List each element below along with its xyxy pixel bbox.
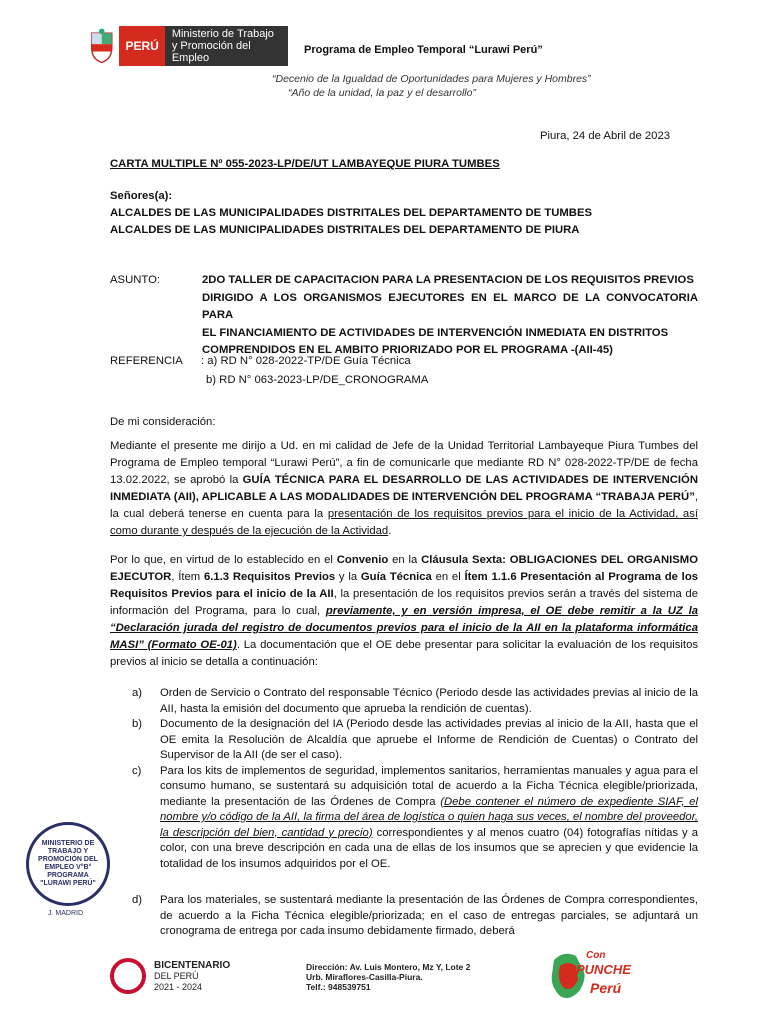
address-phone: Telf.: 948539751 xyxy=(306,982,371,992)
recipient-line1: ALCALDES DE LAS MUNICIPALIDADES DISTRITALES DEL DEPARTAMENTO DE TUMBES xyxy=(110,207,593,219)
text-run-bold: Ítem 1.1.6 Presentación al Programa de los Requisitos Previos para el inicio de la AII xyxy=(110,571,699,600)
text-run-bold: Convenio xyxy=(336,554,389,566)
text-run: correspondientes y al menos cuatro (04) fotografías nítidas y a color, con una breve descripción en cada una de ellas de los insumos que se aprecien y que evidencie la totalidad de los insumos adquiridos por el OE. xyxy=(160,826,698,870)
text-run: , la presentación de los requisitos previos serán a través del sistema de información del Programa, para lo cual, xyxy=(110,588,699,617)
stamp-signer: J. MADRID xyxy=(48,910,83,917)
asunto-text xyxy=(202,272,698,360)
text-run-bold-italic: previamente, y en versión impresa, el OE debe remitir a la UZ la “Declaración jurada del registro de documentos previos para el inicio de la AII en la plataforma informática MASI” (Formato OE-01) xyxy=(110,605,698,651)
bicent-line2: DEL PERÚ xyxy=(154,970,199,981)
program-name: Programa de Empleo Temporal “Lurawi Perú” xyxy=(304,44,543,56)
text-run: , Ítem xyxy=(171,571,204,583)
text-run-bold: Guía Técnica xyxy=(360,571,432,583)
greeting: De mi consideración: xyxy=(110,416,216,428)
ministry-line2: y Promoción del Empleo xyxy=(171,40,251,64)
list-item-text: Para los materiales, se sustentará mediante la presentación de las Órdenes de Compra correspondientes, de acuerdo a la Ficha Técnica elegible/priorizada; en el caso de entregas parciales, se adjuntará un cronograma de entrega por cada insumo debidamente firmado, deberá xyxy=(160,894,698,937)
con-punche-peru-logo xyxy=(546,946,634,1008)
asunto-line: 2DO TALLER DE CAPACITACION PARA LA PRESENTACION DE LOS REQUISITOS PREVIOS xyxy=(202,274,694,286)
asunto-label: ASUNTO: xyxy=(110,274,161,286)
list-item xyxy=(132,764,698,873)
paragraph-1 xyxy=(110,438,698,540)
footer-address xyxy=(306,962,470,992)
text-run-underlined: presentación de los requisitos previos para el inicio de la Actividad, así como durante y después de la ejecución de la Actividad xyxy=(110,508,698,537)
official-stamp xyxy=(26,822,110,906)
paragraph-2 xyxy=(110,552,698,671)
asunto-line: EL FINANCIAMIENTO DE ACTIVIDADES DE INTERVENCIÓN INMEDIATA EN DISTRITOS xyxy=(202,326,669,339)
bicentenario-text xyxy=(154,960,230,993)
list-item-text xyxy=(160,764,698,873)
requirements-list-cont xyxy=(132,893,698,940)
decade-line1: “Decenio de la Igualdad de Oportunidades para Mujeres y Hombres” xyxy=(272,73,591,85)
referencia-b: b) RD N° 063-2023-LP/DE_CRONOGRAMA xyxy=(206,374,429,386)
decade-slogan xyxy=(272,72,591,100)
text-run: Para los kits de implementos de seguridad, implementos sanitarios, herramientas manuales y agua para el consumo humano, se sustentará su adquisición total de acuerdo a la Ficha Técnica elegible/priorizada, mediante la presentación de las Órdenes de Compra xyxy=(160,764,698,808)
letter-date: Piura, 24 de Abril de 2023 xyxy=(540,130,671,142)
punche-peru: Perú xyxy=(590,980,622,996)
referencia-label: REFERENCIA xyxy=(110,355,183,367)
bicent-line3: 2021 - 2024 xyxy=(154,981,203,992)
text-run-bold: Cláusula Sexta: OBLIGACIONES DEL ORGANISMO EJECUTOR xyxy=(110,554,698,583)
text-run: Por lo que, en virtud de lo establecido en el xyxy=(110,554,337,566)
referencia-a: : a) RD N° 028-2022-TP/DE Guía Técnica xyxy=(201,355,411,367)
ministry-logo xyxy=(88,26,288,66)
list-item xyxy=(132,893,698,940)
peru-label: PERÚ xyxy=(119,26,164,66)
bicentenario-icon xyxy=(110,958,146,994)
list-item-label: c) xyxy=(132,764,142,777)
text-run-bold: GUÍA TÉCNICA PARA EL DESARROLLO DE LAS ACTIVIDADES DE INTERVENCIÓN INMEDIATA (AII), APLICABLE A LAS MODALIDADES DE INTERVENCIÓN DEL PROGRAMA “TRABAJA PERÚ” xyxy=(110,474,698,503)
coat-of-arms-icon xyxy=(88,26,115,66)
asunto-line: DIRIGIDO A LOS ORGANISMOS EJECUTORES EN EL MARCO DE LA CONVOCATORIA PARA xyxy=(202,291,698,321)
address-line1: Dirección: Av. Luis Montero, Mz Y, Lote 2 xyxy=(306,962,471,972)
list-item-text: Orden de Servicio o Contrato del responsable Técnico (Periodo desde las actividades previas al inicio de la AII, hasta la emisión del documento que aprueba la rendición de cuentas). xyxy=(160,687,698,715)
list-item xyxy=(132,717,698,764)
text-run: . La documentación que el OE debe presentar para solicitar la evaluación de los requisitos previos al inicio se detalla a continuación: xyxy=(110,639,698,668)
list-item-text: Documento de la designación del IA (Periodo desde las actividades previas al inicio de la AII, hasta que el OE emita la Resolución de Alcaldía que apruebe el Informe de Rendición de Cuentas) o Contrato del Supervisor de la AII (de ser el caso). xyxy=(160,718,698,761)
text-run: y la xyxy=(335,571,361,583)
list-item-label: b) xyxy=(132,718,143,730)
letter-title: CARTA MULTIPLE Nº 055-2023-LP/DE/UT LAMBAYEQUE PIURA TUMBES xyxy=(110,158,500,170)
bicentenario-logo xyxy=(110,956,290,996)
text-run: en la xyxy=(388,554,422,566)
text-run: Mediante el presente me dirijo a Ud. en mi calidad de Jefe de la Unidad Territorial Lambayeque Piura Tumbes del Programa de Empleo temporal “Lurawi Perú”, a fin de comunicarle que mediante RD N° 028-2022-TP/DE de fecha 13.02.2022, se aprobó la xyxy=(110,440,698,486)
text-run: en el xyxy=(431,571,465,583)
decade-line2: “Año de la unidad, la paz y el desarrollo” xyxy=(288,87,476,99)
stamp-text: MINISTERIO DE TRABAJO Y PROMOCIÓN DEL EMPLEO V°B° PROGRAMA "LURAWI PERÚ" xyxy=(38,840,98,887)
text-run-bold: 6.1.3 Requisitos Previos xyxy=(203,571,336,583)
text-run-italic-underlined: (Debe contener el número de expediente SIAF, el nombre y/o código de la AII, la firma del área de logística o quien haga sus veces, el nombre del proveedor, la descripción del bien, cantidad y precio) xyxy=(160,795,698,839)
text-run: . xyxy=(388,525,392,537)
punche-con: Con xyxy=(586,950,606,961)
asunto-line: COMPRENDIDOS EN EL AMBITO PRIORIZADO POR EL PROGRAMA -(AII-45) xyxy=(202,344,613,356)
punche-word: PUNCHE xyxy=(576,962,631,977)
address-line2: Urb. Miraflores-Casilla-Piura. xyxy=(306,972,423,982)
recipient-line2: ALCALDES DE LAS MUNICIPALIDADES DISTRITALES DEL DEPARTAMENTO DE PIURA xyxy=(110,224,580,236)
list-item-label: d) xyxy=(132,894,143,906)
ministry-line1: Ministerio de Trabajo xyxy=(171,28,274,40)
bicent-line1: BICENTENARIO xyxy=(154,959,231,971)
text-run: , la cual deberá tenerse en cuenta para la xyxy=(110,491,698,520)
requirements-list xyxy=(132,686,698,872)
salutation: Señores(a): xyxy=(110,190,173,202)
list-item-label: a) xyxy=(132,687,143,699)
ministry-name xyxy=(165,26,288,66)
list-item xyxy=(132,686,698,717)
